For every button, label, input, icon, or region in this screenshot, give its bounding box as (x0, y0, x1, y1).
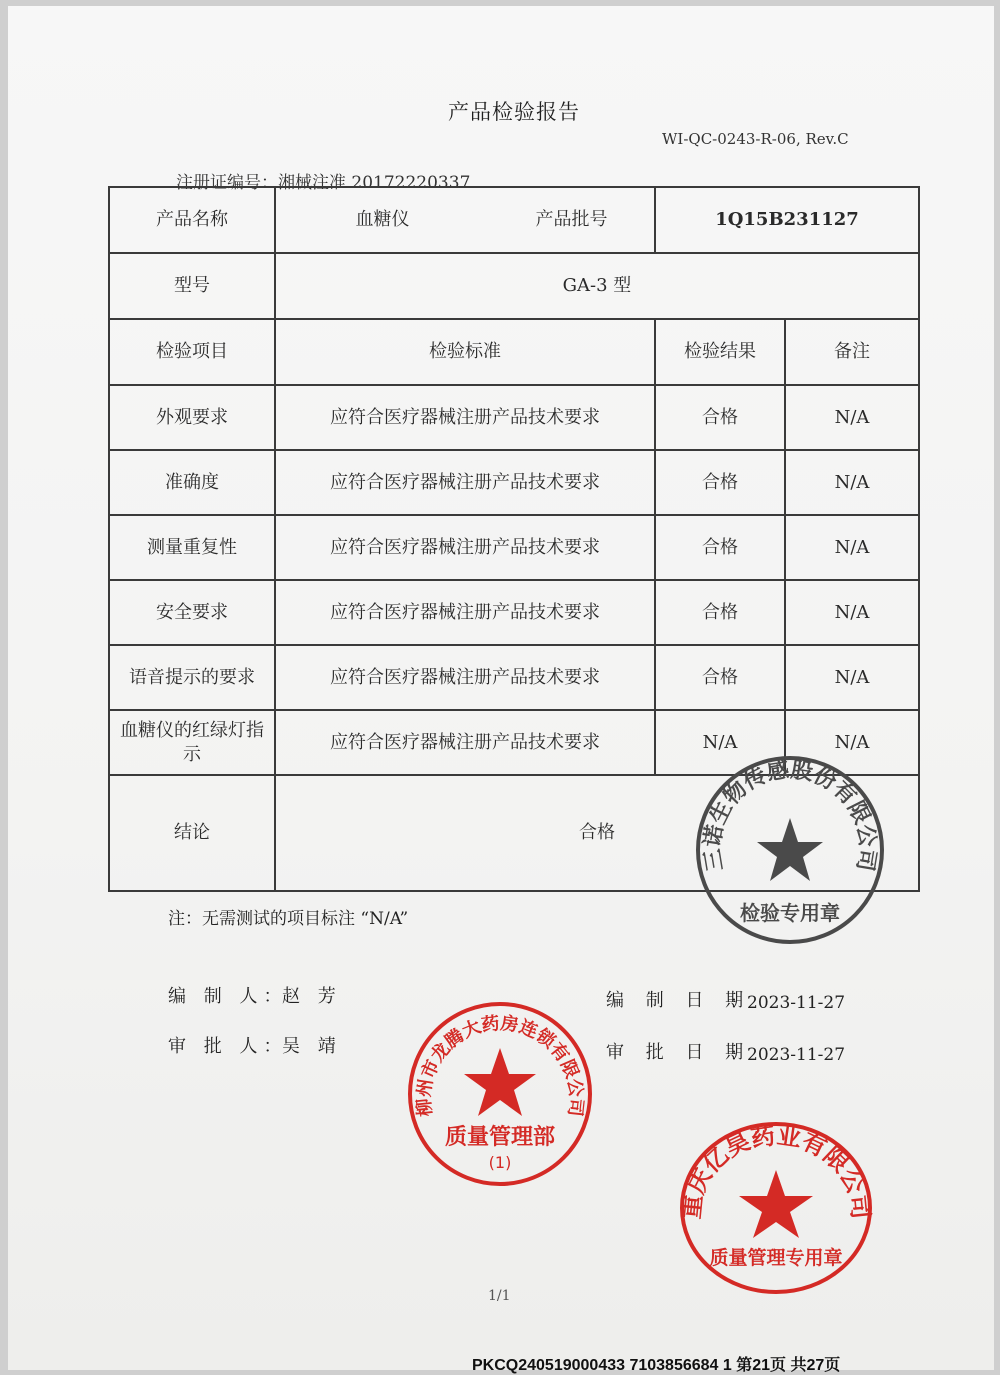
row-result: 合格 (655, 450, 785, 515)
compile-date: ：2023-11-27 (730, 993, 846, 1013)
compiler-name: 赵 芳 (282, 986, 342, 1007)
row-remark: N/A (785, 515, 919, 580)
row-standard: 应符合医疗器械注册产品技术要求 (275, 710, 655, 775)
row-standard: 应符合医疗器械注册产品技术要求 (275, 385, 655, 450)
table-row (109, 645, 919, 710)
model-row (109, 253, 919, 319)
model-value: GA-3 型 (275, 253, 919, 319)
header-remark: 备注 (785, 319, 919, 385)
conclusion-label: 结论 (109, 775, 275, 891)
seal-sub-text: 检验专用章 (740, 901, 840, 925)
batch-value: 1Q15B231127 (655, 187, 919, 253)
seal-number: (1) (488, 1153, 512, 1172)
report-title: 产品检验报告 (448, 100, 580, 124)
row-remark: N/A (785, 645, 919, 710)
table-row (109, 450, 919, 515)
compile-date-label: 编 制 日 期 (606, 990, 752, 1011)
row-item: 安全要求 (109, 580, 275, 645)
row-standard: 应符合医疗器械注册产品技术要求 (275, 515, 655, 580)
row-item: 测量重复性 (109, 515, 275, 580)
seal-company-text: 重庆亿昊药业有限公司 (677, 1121, 875, 1221)
page-number: 1/1 (488, 1288, 511, 1304)
row-item: 血糖仪的红绿灯指示 (109, 710, 275, 775)
model-label: 型号 (109, 253, 275, 319)
quality-dept-seal (402, 996, 598, 1192)
approver-name: 吴 靖 (282, 1036, 342, 1057)
approve-date-label: 审 批 日 期 (606, 1042, 752, 1063)
star-icon (464, 1048, 536, 1116)
document-number: WI-QC-0243-R-06, Rev.C (662, 130, 849, 148)
product-name-label: 产品名称 (109, 187, 275, 253)
header-result: 检验结果 (655, 319, 785, 385)
header-item: 检验项目 (109, 319, 275, 385)
compiler-label: 编 制 人： (168, 986, 288, 1007)
table-row (109, 385, 919, 450)
product-name-row (109, 187, 919, 253)
bottom-barcode-text: PKCQ240519000433 7103856684 1 第21页 共27页 (472, 1357, 841, 1374)
row-remark: N/A (785, 580, 919, 645)
star-icon (757, 818, 823, 881)
footnote: 注：无需测试的项目标注 “N/A” (168, 909, 409, 929)
row-result: 合格 (655, 580, 785, 645)
seal-company-text: 三诺生物传感股份有限公司 (700, 757, 880, 873)
batch-label: 产品批号 (489, 187, 655, 253)
registration-label: 注册证编号： (176, 173, 278, 193)
row-item: 语音提示的要求 (109, 645, 275, 710)
row-remark: N/A (785, 385, 919, 450)
seal-company-text: 柳州市龙腾大药房连锁有限公司 (413, 1012, 587, 1118)
row-item: 准确度 (109, 450, 275, 515)
star-icon (739, 1170, 813, 1238)
table-row (109, 580, 919, 645)
company-quality-seal (676, 1118, 876, 1298)
row-result: N/A (655, 710, 785, 775)
row-result: 合格 (655, 515, 785, 580)
approver-label: 审 批 人： (168, 1036, 288, 1057)
row-standard: 应符合医疗器械注册产品技术要求 (275, 450, 655, 515)
row-standard: 应符合医疗器械注册产品技术要求 (275, 645, 655, 710)
seal-sub-text: 质量管理专用章 (709, 1247, 843, 1269)
registration-value: 湘械注准 20172220337 (278, 173, 471, 193)
table-row (109, 515, 919, 580)
table-header-row (109, 319, 919, 385)
row-standard: 应符合医疗器械注册产品技术要求 (275, 580, 655, 645)
seal-sub-text: 质量管理部 (444, 1125, 556, 1150)
row-remark: N/A (785, 450, 919, 515)
row-item: 外观要求 (109, 385, 275, 450)
approve-date: ：2023-11-27 (730, 1045, 846, 1065)
product-name-value: 血糖仪 (275, 187, 489, 253)
conclusion-value: 合格 (275, 775, 919, 891)
row-remark: N/A (785, 710, 919, 775)
row-result: 合格 (655, 645, 785, 710)
inspection-seal (692, 752, 888, 948)
header-standard: 检验标准 (275, 319, 655, 385)
row-result: 合格 (655, 385, 785, 450)
